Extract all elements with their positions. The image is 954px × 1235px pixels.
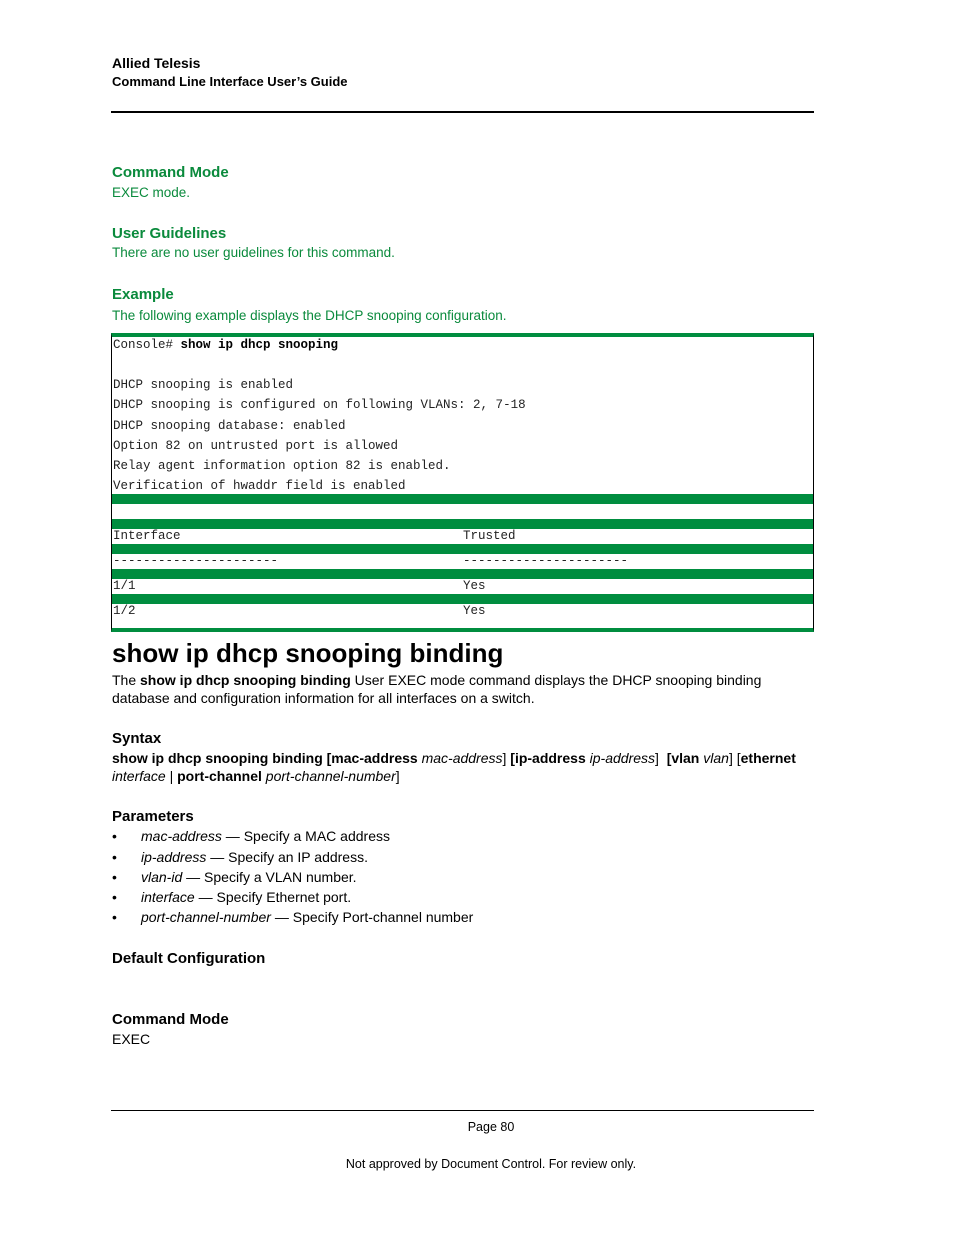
table-band [112, 519, 813, 529]
page-number: Page 80 [467, 1120, 515, 1134]
bullet-icon: • [112, 889, 117, 905]
console-output-line: DHCP snooping is configured on following VLANs: 2, 7-18 [113, 398, 526, 412]
console-output-line: Option 82 on untrusted port is allowed [113, 439, 399, 453]
table-cell-trusted: Yes [463, 604, 486, 618]
table-cell-interface: 1/1 [113, 579, 136, 593]
command-mode-heading-2: Command Mode [112, 1011, 229, 1028]
console-command: show ip dhcp snooping [180, 338, 339, 352]
company-name: Allied Telesis [112, 55, 201, 71]
example-heading: Example [112, 286, 174, 303]
syntax-line-1: show ip dhcp snooping binding [mac-address mac-address] [ip-address ip-address] [vlan vlan] [ethernet [112, 750, 796, 766]
console-output-line: DHCP snooping database: enabled [113, 419, 346, 433]
section-title: show ip dhcp snooping binding [112, 638, 504, 668]
table-separator: ---------------------- [463, 554, 629, 568]
command-name: show ip dhcp snooping binding [140, 672, 351, 688]
parameter-item: • ip-address — Specify an IP address. [112, 849, 368, 865]
footer-divider [111, 1110, 814, 1111]
console-output-line: DHCP snooping is enabled [113, 378, 294, 392]
parameter-item: • mac-address — Specify a MAC address [112, 828, 390, 844]
header-divider [111, 111, 814, 113]
command-mode-heading: Command Mode [112, 164, 229, 181]
parameters-heading: Parameters [112, 808, 194, 825]
parameter-item: • port-channel-number — Specify Port-channel number [112, 909, 474, 925]
guide-title: Command Line Interface User’s Guide [112, 74, 348, 89]
console-command-line [113, 338, 338, 352]
bullet-icon: • [112, 869, 117, 885]
description-line-1: The show ip dhcp snooping binding User EXEC mode command displays the DHCP snooping binding [112, 672, 762, 688]
user-guidelines-heading: User Guidelines [112, 225, 227, 242]
table-header-trusted: Trusted [463, 529, 516, 543]
table-band [112, 569, 813, 579]
parameter-item: • interface — Specify Ethernet port. [112, 889, 352, 905]
user-guidelines-text: There are no user guidelines for this command. [112, 245, 395, 260]
review-note: Not approved by Document Control. For review only. [345, 1157, 637, 1171]
description-line-2: database and configuration information for all interfaces on a switch. [112, 690, 535, 706]
table-band [112, 544, 813, 554]
table-band [112, 594, 813, 604]
default-config-heading: Default Configuration [112, 950, 266, 967]
console-output-line: Verification of hwaddr field is enabled [113, 479, 406, 493]
command-mode-text-2: EXEC [112, 1031, 151, 1047]
console-example [111, 333, 814, 632]
command-mode-text: EXEC mode. [112, 185, 191, 200]
bullet-icon: • [112, 909, 117, 925]
syntax-line-2: interface | port-channel port-channel-number] [112, 768, 400, 784]
table-cell-trusted: Yes [463, 579, 486, 593]
table-cell-interface: 1/2 [113, 604, 136, 618]
example-text: The following example displays the DHCP snooping configuration. [112, 308, 507, 323]
syntax-heading: Syntax [112, 730, 162, 747]
console-output-line: Relay agent information option 82 is enabled. [113, 459, 451, 473]
console-prompt: Console# [113, 338, 181, 352]
parameter-item: • vlan-id — Specify a VLAN number. [112, 869, 357, 885]
table-separator: ---------------------- [113, 554, 279, 568]
bullet-icon: • [112, 849, 117, 865]
table-band [112, 494, 813, 504]
table-header-interface: Interface [113, 529, 181, 543]
bullet-icon: • [112, 828, 117, 844]
